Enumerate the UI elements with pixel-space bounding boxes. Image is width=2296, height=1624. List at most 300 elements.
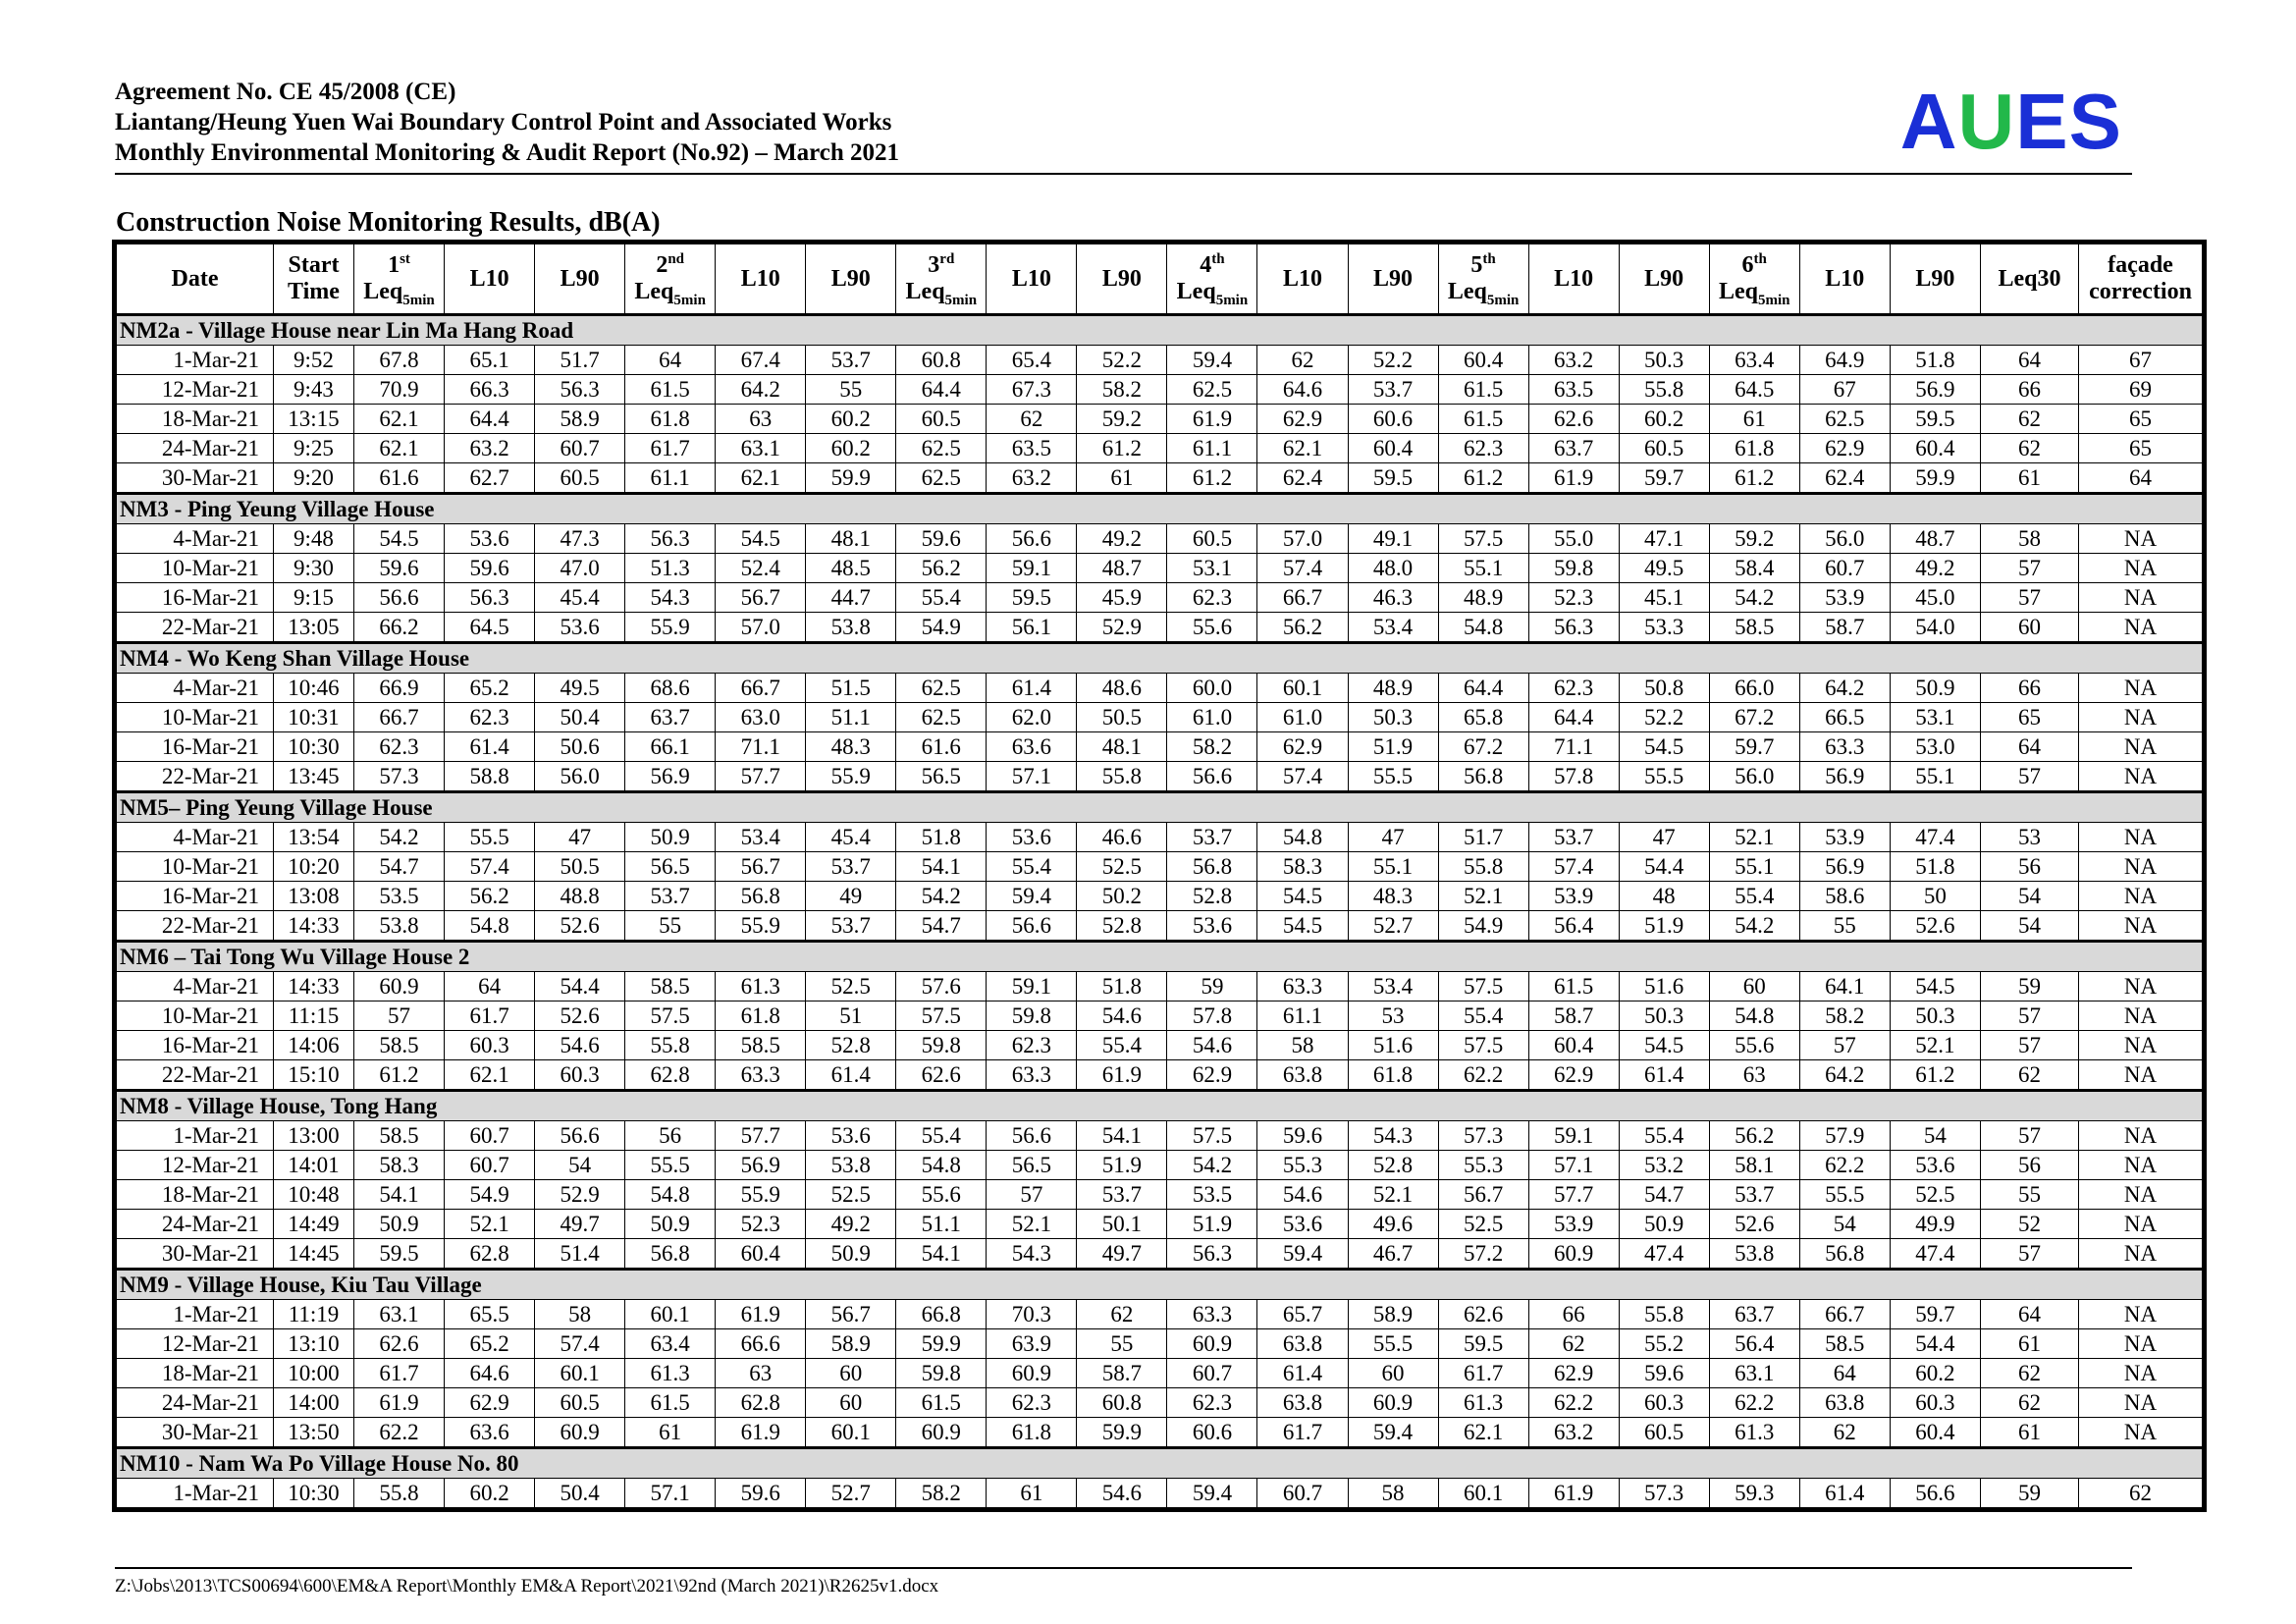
value-cell: 58.8 (445, 762, 535, 792)
value-cell: 57.1 (1528, 1151, 1619, 1180)
value-cell: 52.6 (1709, 1210, 1799, 1239)
value-cell: 60 (806, 1359, 896, 1388)
value-cell: 53.1 (1890, 703, 1980, 732)
value-cell: 54.7 (354, 852, 445, 882)
start-time-cell: 10:46 (274, 674, 354, 703)
value-cell: 50.3 (1890, 1001, 1980, 1031)
value-cell: 57.4 (1257, 554, 1348, 583)
col-l10: L10 (987, 244, 1077, 315)
value-cell: 53.7 (625, 882, 716, 911)
value-cell: 60.5 (1167, 524, 1257, 554)
col-l10: L10 (1257, 244, 1348, 315)
value-cell: 64 (2079, 463, 2203, 494)
value-cell: 54.8 (625, 1180, 716, 1210)
value-cell: 53.7 (1077, 1180, 1167, 1210)
value-cell: 55.8 (1619, 1300, 1709, 1329)
station-group-row (117, 315, 2203, 346)
station-name: NM3 - Ping Yeung Village House (117, 494, 2203, 524)
value-cell: 58.1 (1709, 1151, 1799, 1180)
value-cell: 57.7 (1528, 1180, 1619, 1210)
value-cell: 52.5 (806, 972, 896, 1001)
value-cell: 60.1 (1438, 1479, 1528, 1508)
value-cell: 58.2 (1167, 732, 1257, 762)
value-cell: 55.5 (625, 1151, 716, 1180)
value-cell: 60.4 (1438, 346, 1528, 375)
value-cell: 62.1 (445, 1060, 535, 1091)
value-cell: 58.7 (1799, 613, 1890, 643)
start-time-cell: 15:10 (274, 1060, 354, 1091)
value-cell: 56 (1981, 1151, 2079, 1180)
value-cell: 56.9 (1799, 852, 1890, 882)
value-cell: 57 (987, 1180, 1077, 1210)
value-cell: 65.8 (1438, 703, 1528, 732)
value-cell: 62 (1981, 1388, 2079, 1418)
value-cell: 55.8 (354, 1479, 445, 1508)
value-cell: 50.9 (1890, 674, 1980, 703)
value-cell: 59.4 (1257, 1239, 1348, 1270)
col-facade-correction: façade correction (2079, 244, 2203, 315)
value-cell: 66 (1528, 1300, 1619, 1329)
value-cell: 56.3 (625, 524, 716, 554)
value-cell: 63.1 (716, 434, 806, 463)
col-start-time: Start Time (274, 244, 354, 315)
value-cell: 54.2 (1709, 911, 1799, 942)
value-cell: 60.9 (535, 1418, 625, 1448)
col-l10: L10 (716, 244, 806, 315)
value-cell: 63.7 (1528, 434, 1619, 463)
value-cell: 63.2 (1528, 346, 1619, 375)
value-cell: 64.6 (1257, 375, 1348, 405)
col-leq-5: 5th Leq$_{5min}$ (1438, 244, 1528, 315)
value-cell: NA (2079, 1239, 2203, 1270)
value-cell: NA (2079, 583, 2203, 613)
value-cell: 62.7 (445, 463, 535, 494)
value-cell: 62.5 (896, 434, 987, 463)
date-cell: 12-Mar-21 (117, 1329, 274, 1359)
value-cell: 61.7 (354, 1359, 445, 1388)
value-cell: 62 (2079, 1479, 2203, 1508)
table-row (117, 1001, 2203, 1031)
value-cell: 61.9 (1528, 1479, 1619, 1508)
value-cell: 60.4 (1890, 1418, 1980, 1448)
value-cell: 61 (625, 1418, 716, 1448)
date-cell: 1-Mar-21 (117, 1300, 274, 1329)
value-cell: 62 (1981, 405, 2079, 434)
start-time-cell: 11:19 (274, 1300, 354, 1329)
value-cell: 53.7 (1348, 375, 1438, 405)
value-cell: NA (2079, 972, 2203, 1001)
value-cell: 62 (1981, 434, 2079, 463)
date-cell: 12-Mar-21 (117, 1151, 274, 1180)
value-cell: 52.3 (716, 1210, 806, 1239)
value-cell: 67.2 (1438, 732, 1528, 762)
value-cell: 51.8 (896, 823, 987, 852)
value-cell: 62.8 (716, 1388, 806, 1418)
value-cell: 55.6 (1167, 613, 1257, 643)
value-cell: 62.3 (445, 703, 535, 732)
value-cell: 47.4 (1890, 1239, 1980, 1270)
value-cell: NA (2079, 1180, 2203, 1210)
date-cell: 24-Mar-21 (117, 434, 274, 463)
value-cell: 50.9 (625, 823, 716, 852)
value-cell: 55.4 (1619, 1121, 1709, 1151)
table-row (117, 762, 2203, 792)
value-cell: 64.1 (1799, 972, 1890, 1001)
value-cell: 63.7 (625, 703, 716, 732)
value-cell: 49.7 (535, 1210, 625, 1239)
value-cell: 58.9 (1348, 1300, 1438, 1329)
value-cell: NA (2079, 732, 2203, 762)
value-cell: 54.6 (535, 1031, 625, 1060)
value-cell: 59.2 (1709, 524, 1799, 554)
value-cell: 63.4 (1709, 346, 1799, 375)
start-time-cell: 13:08 (274, 882, 354, 911)
value-cell: 52.2 (1348, 346, 1438, 375)
value-cell: 62.0 (987, 703, 1077, 732)
value-cell: 59.9 (806, 463, 896, 494)
value-cell: 53.7 (1528, 823, 1619, 852)
value-cell: 49.2 (1077, 524, 1167, 554)
value-cell: 52.6 (535, 911, 625, 942)
value-cell: 57.3 (1619, 1479, 1709, 1508)
value-cell: 53.8 (806, 1151, 896, 1180)
value-cell: 62.2 (1799, 1151, 1890, 1180)
value-cell: 59.5 (1348, 463, 1438, 494)
value-cell: 61.0 (1257, 703, 1348, 732)
value-cell: 56.3 (1528, 613, 1619, 643)
value-cell: 63.3 (1799, 732, 1890, 762)
table-row (117, 434, 2203, 463)
value-cell: 60.2 (806, 434, 896, 463)
value-cell: 56.2 (1709, 1121, 1799, 1151)
value-cell: 57.5 (625, 1001, 716, 1031)
value-cell: 62 (1799, 1418, 1890, 1448)
value-cell: 62.1 (1257, 434, 1348, 463)
start-time-cell: 9:43 (274, 375, 354, 405)
value-cell: 59 (1167, 972, 1257, 1001)
start-time-cell: 9:52 (274, 346, 354, 375)
value-cell: 62.2 (1438, 1060, 1528, 1091)
table-row (117, 524, 2203, 554)
value-cell: 47.0 (535, 554, 625, 583)
value-cell: 62.4 (1799, 463, 1890, 494)
col-leq-1: 1st Leq$_{5min}$ (354, 244, 445, 315)
value-cell: 62.5 (1799, 405, 1890, 434)
date-cell: 24-Mar-21 (117, 1388, 274, 1418)
value-cell: 61.9 (716, 1418, 806, 1448)
value-cell: 47 (1619, 823, 1709, 852)
date-cell: 22-Mar-21 (117, 762, 274, 792)
value-cell: 63.5 (1528, 375, 1619, 405)
value-cell: 62 (1981, 1359, 2079, 1388)
date-cell: 1-Mar-21 (117, 346, 274, 375)
value-cell: 52.7 (1348, 911, 1438, 942)
value-cell: 56.6 (1890, 1479, 1980, 1508)
value-cell: 62.3 (1167, 583, 1257, 613)
value-cell: 60.7 (445, 1121, 535, 1151)
value-cell: 59.9 (1890, 463, 1980, 494)
value-cell: 57.1 (625, 1479, 716, 1508)
value-cell: 52.1 (1709, 823, 1799, 852)
value-cell: 61.8 (1348, 1060, 1438, 1091)
date-cell: 16-Mar-21 (117, 583, 274, 613)
value-cell: NA (2079, 852, 2203, 882)
col-l90: L90 (1890, 244, 1980, 315)
start-time-cell: 13:05 (274, 613, 354, 643)
value-cell: 61.4 (987, 674, 1077, 703)
start-time-cell: 14:06 (274, 1031, 354, 1060)
value-cell: 54 (1981, 911, 2079, 942)
value-cell: 59.8 (1528, 554, 1619, 583)
value-cell: 51.9 (1619, 911, 1709, 942)
value-cell: 58.7 (1528, 1001, 1619, 1031)
value-cell: 67.3 (987, 375, 1077, 405)
date-cell: 4-Mar-21 (117, 524, 274, 554)
value-cell: 54.5 (1257, 911, 1348, 942)
value-cell: 49.9 (1890, 1210, 1980, 1239)
value-cell: 54 (1799, 1210, 1890, 1239)
value-cell: 53.2 (1619, 1151, 1709, 1180)
value-cell: 49.1 (1348, 524, 1438, 554)
value-cell: 55.6 (896, 1180, 987, 1210)
value-cell: NA (2079, 1418, 2203, 1448)
value-cell: 50.9 (806, 1239, 896, 1270)
date-cell: 12-Mar-21 (117, 375, 274, 405)
start-time-cell: 13:15 (274, 405, 354, 434)
col-leq-4: 4th Leq$_{5min}$ (1167, 244, 1257, 315)
value-cell: 62.3 (1528, 674, 1619, 703)
value-cell: 57.5 (1438, 1031, 1528, 1060)
value-cell: NA (2079, 1121, 2203, 1151)
station-name: NM4 - Wo Keng Shan Village House (117, 643, 2203, 674)
value-cell: 55.5 (1348, 1329, 1438, 1359)
value-cell: 62.8 (625, 1060, 716, 1091)
value-cell: 52.7 (806, 1479, 896, 1508)
value-cell: 67.8 (354, 346, 445, 375)
value-cell: 51 (806, 1001, 896, 1031)
value-cell: 52.9 (1077, 613, 1167, 643)
value-cell: 56.3 (535, 375, 625, 405)
value-cell: 53.6 (1257, 1210, 1348, 1239)
value-cell: 59.9 (1077, 1418, 1167, 1448)
value-cell: 65 (1981, 703, 2079, 732)
value-cell: 58.4 (1709, 554, 1799, 583)
value-cell: 64 (1981, 732, 2079, 762)
value-cell: 56 (625, 1121, 716, 1151)
value-cell: 58.5 (1799, 1329, 1890, 1359)
value-cell: 63.7 (1709, 1300, 1799, 1329)
start-time-cell: 9:20 (274, 463, 354, 494)
value-cell: 61.9 (1167, 405, 1257, 434)
value-cell: 64.4 (445, 405, 535, 434)
value-cell: 59.3 (1709, 1479, 1799, 1508)
date-cell: 4-Mar-21 (117, 674, 274, 703)
value-cell: 64 (1981, 346, 2079, 375)
value-cell: 57.5 (1438, 524, 1528, 554)
value-cell: 64.2 (716, 375, 806, 405)
value-cell: 52.8 (1348, 1151, 1438, 1180)
value-cell: 64.2 (1799, 674, 1890, 703)
station-group-row (117, 1270, 2203, 1300)
start-time-cell: 14:45 (274, 1239, 354, 1270)
value-cell: 62 (1257, 346, 1348, 375)
start-time-cell: 14:33 (274, 911, 354, 942)
value-cell: 48.3 (1348, 882, 1438, 911)
value-cell: NA (2079, 882, 2203, 911)
col-l10: L10 (1528, 244, 1619, 315)
value-cell: 62.6 (896, 1060, 987, 1091)
value-cell: 60 (806, 1388, 896, 1418)
value-cell: 58.6 (1799, 882, 1890, 911)
value-cell: 50.6 (535, 732, 625, 762)
value-cell: 52.2 (1619, 703, 1709, 732)
value-cell: NA (2079, 1210, 2203, 1239)
value-cell: 52.1 (445, 1210, 535, 1239)
value-cell: 53.9 (1799, 583, 1890, 613)
value-cell: 55.5 (445, 823, 535, 852)
aues-logo: AUES (1899, 78, 2122, 165)
value-cell: 65.7 (1257, 1300, 1348, 1329)
value-cell: 60.1 (535, 1359, 625, 1388)
station-name: NM2a - Village House near Lin Ma Hang Road (117, 315, 2203, 346)
value-cell: 68.6 (625, 674, 716, 703)
value-cell: 55.8 (1077, 762, 1167, 792)
value-cell: 53.6 (1890, 1151, 1980, 1180)
value-cell: 60.3 (445, 1031, 535, 1060)
value-cell: 66.5 (1799, 703, 1890, 732)
value-cell: 47.4 (1890, 823, 1980, 852)
value-cell: 63.0 (716, 703, 806, 732)
value-cell: 67.4 (716, 346, 806, 375)
value-cell: 54.3 (987, 1239, 1077, 1270)
value-cell: 55.4 (1077, 1031, 1167, 1060)
value-cell: 60.8 (1077, 1388, 1167, 1418)
value-cell: 50.4 (535, 1479, 625, 1508)
value-cell: 53.6 (445, 524, 535, 554)
value-cell: 55 (1077, 1329, 1167, 1359)
value-cell: 48.6 (1077, 674, 1167, 703)
value-cell: 54.5 (354, 524, 445, 554)
table-row (117, 554, 2203, 583)
value-cell: 45.4 (806, 823, 896, 852)
value-cell: 59.4 (1348, 1418, 1438, 1448)
value-cell: 53 (1981, 823, 2079, 852)
value-cell: 50.3 (1619, 346, 1709, 375)
start-time-cell: 10:31 (274, 703, 354, 732)
value-cell: 59.5 (1890, 405, 1980, 434)
value-cell: 53.6 (1167, 911, 1257, 942)
value-cell: 56.5 (896, 762, 987, 792)
value-cell: 59 (1981, 1479, 2079, 1508)
value-cell: 71.1 (1528, 732, 1619, 762)
value-cell: 56.3 (1167, 1239, 1257, 1270)
value-cell: 56.7 (716, 852, 806, 882)
value-cell: 64.5 (1709, 375, 1799, 405)
col-leq30: Leq30 (1981, 244, 2079, 315)
value-cell: 60.9 (1167, 1329, 1257, 1359)
value-cell: 61.5 (625, 1388, 716, 1418)
table-row (117, 1300, 2203, 1329)
value-cell: 54.6 (1077, 1001, 1167, 1031)
value-cell: 58.5 (1709, 613, 1799, 643)
value-cell: 63.8 (1257, 1329, 1348, 1359)
value-cell: 60.4 (1348, 434, 1438, 463)
value-cell: 57.9 (1799, 1121, 1890, 1151)
value-cell: 54 (1890, 1121, 1980, 1151)
value-cell: 52.5 (1077, 852, 1167, 882)
value-cell: 62.9 (1528, 1359, 1619, 1388)
value-cell: 56.8 (1438, 762, 1528, 792)
value-cell: 53.9 (1799, 823, 1890, 852)
value-cell: 60.8 (896, 346, 987, 375)
station-group-row (117, 942, 2203, 972)
value-cell: 52 (1981, 1210, 2079, 1239)
value-cell: 53 (1348, 1001, 1438, 1031)
value-cell: 56.9 (716, 1151, 806, 1180)
value-cell: 59.6 (896, 524, 987, 554)
value-cell: 54.1 (896, 852, 987, 882)
value-cell: 61.5 (1528, 972, 1619, 1001)
value-cell: 60.5 (535, 463, 625, 494)
table-body (117, 315, 2203, 1508)
start-time-cell: 13:10 (274, 1329, 354, 1359)
value-cell: 52.3 (1528, 583, 1619, 613)
value-cell: 55.3 (1438, 1151, 1528, 1180)
value-cell: 59 (1981, 972, 2079, 1001)
value-cell: 53.6 (987, 823, 1077, 852)
value-cell: 66.9 (354, 674, 445, 703)
value-cell: 61.1 (1167, 434, 1257, 463)
value-cell: 62.5 (896, 463, 987, 494)
value-cell: 61 (1077, 463, 1167, 494)
value-cell: 57.4 (445, 852, 535, 882)
value-cell: 47 (1348, 823, 1438, 852)
value-cell: 51.9 (1167, 1210, 1257, 1239)
table-row (117, 405, 2203, 434)
value-cell: 60.7 (1257, 1479, 1348, 1508)
table-row (117, 1359, 2203, 1388)
value-cell: 63.8 (1257, 1388, 1348, 1418)
value-cell: 60.9 (1348, 1388, 1438, 1418)
value-cell: 47.4 (1619, 1239, 1709, 1270)
start-time-cell: 10:30 (274, 1479, 354, 1508)
value-cell: 58 (1981, 524, 2079, 554)
value-cell: 62.6 (1438, 1300, 1528, 1329)
value-cell: 51.8 (1890, 852, 1980, 882)
value-cell: NA (2079, 1300, 2203, 1329)
value-cell: 50.3 (1348, 703, 1438, 732)
value-cell: 64.9 (1799, 346, 1890, 375)
value-cell: 62.2 (1528, 1388, 1619, 1418)
value-cell: 65.5 (445, 1300, 535, 1329)
value-cell: 58.5 (354, 1031, 445, 1060)
value-cell: 67.2 (1709, 703, 1799, 732)
value-cell: 66.7 (354, 703, 445, 732)
value-cell: 60 (1981, 613, 2079, 643)
value-cell: 56.7 (806, 1300, 896, 1329)
table-row (117, 1121, 2203, 1151)
value-cell: 53.7 (1167, 823, 1257, 852)
col-l90: L90 (1348, 244, 1438, 315)
value-cell: 60.9 (354, 972, 445, 1001)
value-cell: 55.5 (1348, 762, 1438, 792)
value-cell: 63.2 (987, 463, 1077, 494)
value-cell: 62.9 (1167, 1060, 1257, 1091)
value-cell: 63.3 (716, 1060, 806, 1091)
value-cell: 61.9 (1077, 1060, 1167, 1091)
value-cell: 59.8 (896, 1359, 987, 1388)
value-cell: 55.4 (1438, 1001, 1528, 1031)
